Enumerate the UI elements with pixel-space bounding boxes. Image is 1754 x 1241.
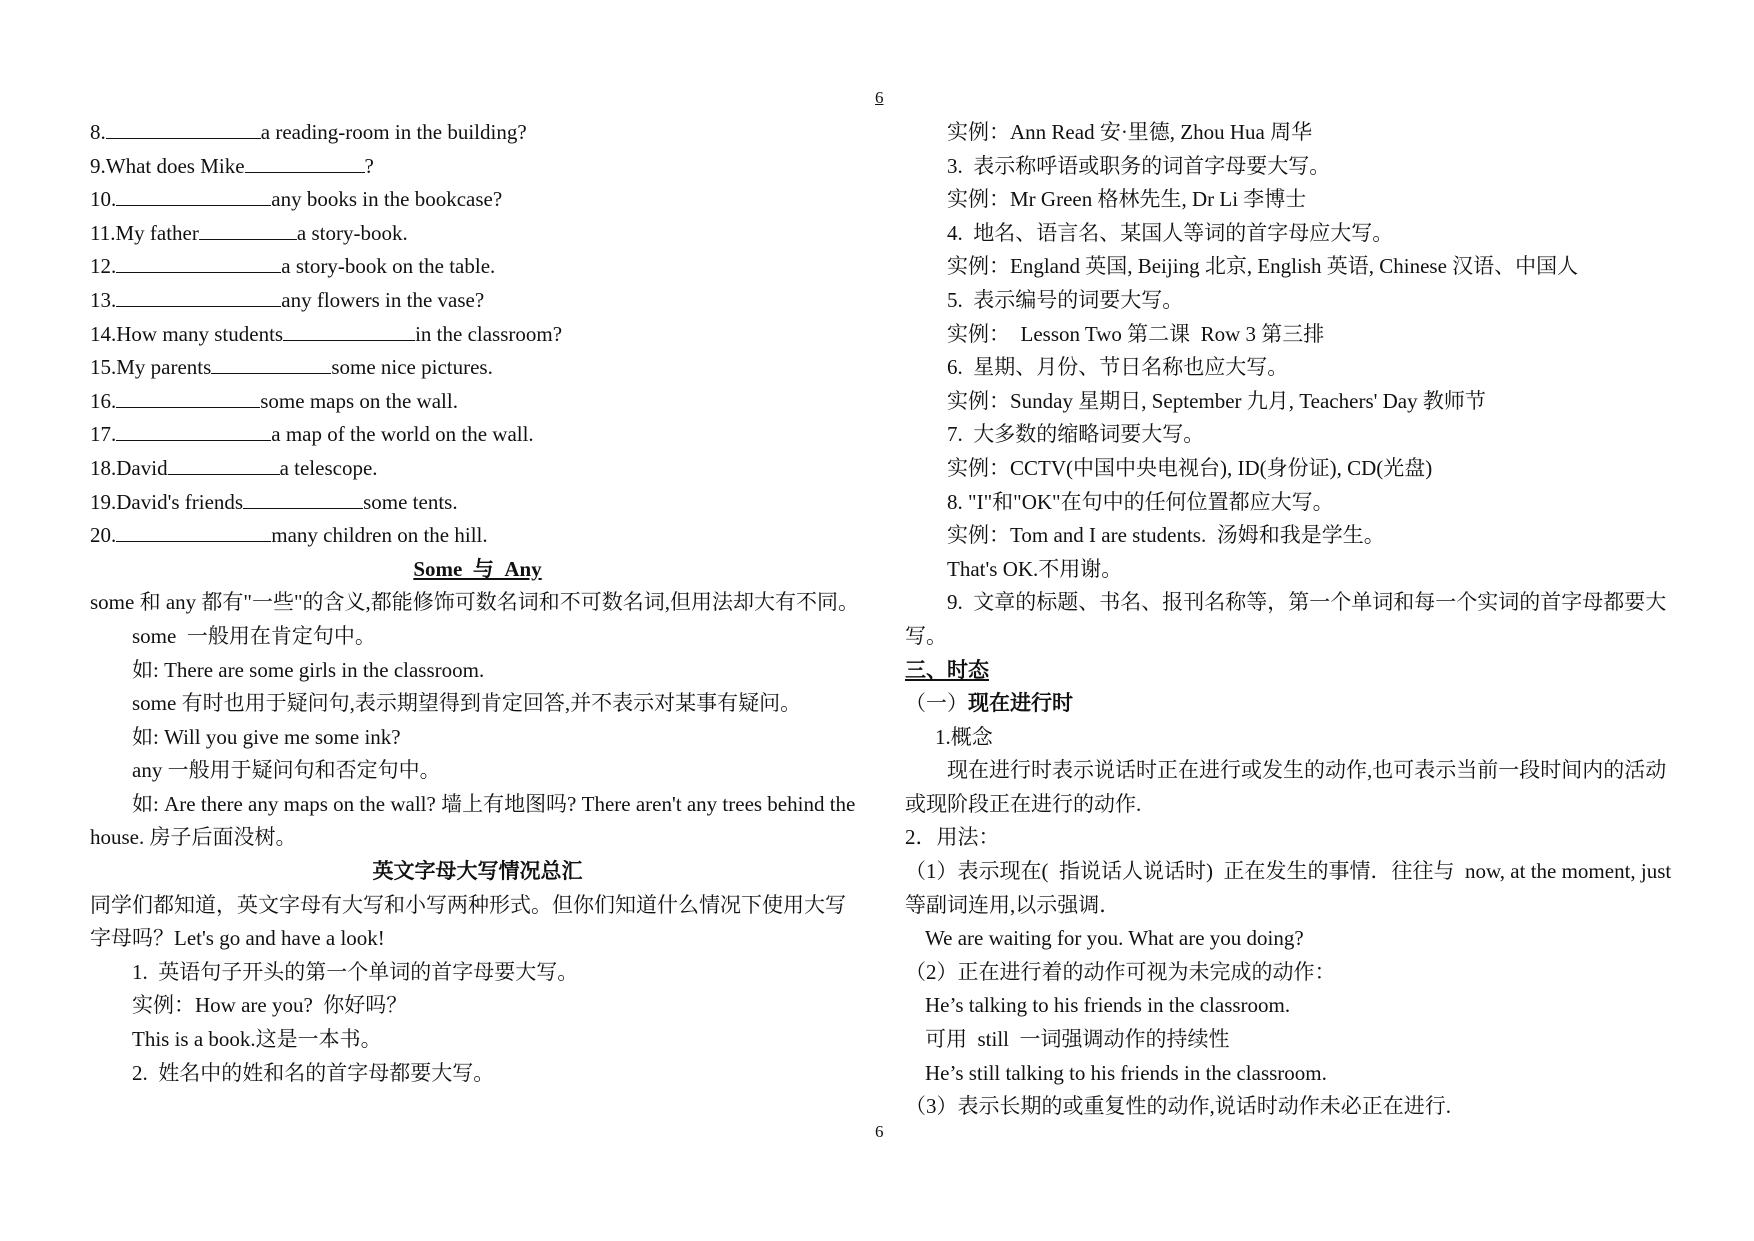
caps-rule-1-example-1: 实例：How are you? 你好吗？: [132, 993, 408, 1018]
exercise-number: 11.: [90, 220, 116, 245]
exercise-text: ?: [364, 153, 374, 178]
exercise-prompt: David: [116, 455, 168, 480]
exercise-number: 14.: [90, 321, 117, 346]
exercise-number: 16.: [90, 388, 117, 413]
exercise-prompt: How many students: [116, 321, 284, 346]
exercise-text: many children on the hill.: [271, 523, 488, 548]
page-number-top: 6: [875, 88, 884, 107]
exercise-prompt: What does Mike: [105, 153, 245, 178]
exercise-item: [90, 486, 865, 520]
exercise-text: some maps on the wall.: [260, 388, 458, 413]
exercise-text: some tents.: [363, 489, 458, 514]
exercise-text: a reading-room in the building?: [260, 120, 527, 144]
answer-blank: [211, 353, 331, 374]
exercise-text: a story-book.: [296, 220, 408, 245]
usage-2-example-1: He’s talking to his friends in the classroom.: [925, 993, 1291, 1018]
caps-rule-1-example-2: This is a book.这是一本书。: [132, 1027, 382, 1052]
exercise-item: [90, 519, 865, 553]
exercise-item: [90, 318, 865, 352]
exercise-item: [90, 217, 865, 251]
tense-subheading-prefix: （一）: [905, 691, 968, 716]
some-any-line-5: any 一般用于疑问句和否定句中。: [132, 758, 441, 783]
usage-title: 2．用法：: [905, 825, 1000, 850]
left-column: [90, 116, 865, 1090]
usage-1-example: We are waiting for you. What are you doing?: [925, 926, 1304, 951]
exercise-item: [90, 385, 865, 419]
answer-blank: [116, 185, 271, 206]
caps-rule-9: 9. 文章的标题、书名、报刊名称等，第一个单词和每一个实词的首字母都要大写。: [905, 590, 1667, 648]
exercise-number: 9.: [90, 153, 106, 178]
answer-blank: [116, 252, 281, 273]
some-any-line-3: some 有时也用于疑问句,表示期望得到肯定回答,并不表示对某事有疑问。: [132, 691, 802, 716]
exercise-item: [90, 150, 865, 184]
page-number-bottom: 6: [875, 1122, 884, 1141]
exercise-number: 18.: [90, 455, 117, 480]
answer-blank: [283, 320, 415, 341]
answer-blank: [245, 152, 365, 173]
some-any-line-4: 如: Will you give me some ink?: [132, 724, 401, 749]
some-any-title: Some 与 Any: [413, 556, 542, 581]
caps-intro: 同学们都知道，英文字母有大写和小写两种形式。但你们知道什么情况下使用大写字母吗？Let's go and have a look!: [90, 892, 846, 951]
exercise-number: 19.: [90, 489, 117, 514]
exercise-item: [90, 452, 865, 486]
exercise-item: [90, 116, 865, 150]
caps-rule-6: 6. 星期、月份、节日名称也应大写。: [947, 355, 1289, 380]
exercise-text: a map of the world on the wall.: [271, 422, 534, 447]
exercise-prompt: My parents: [116, 355, 212, 380]
exercise-number: 20.: [90, 523, 117, 548]
caps-rule-5: 5. 表示编号的词要大写。: [947, 287, 1184, 312]
answer-blank: [168, 454, 280, 475]
right-column: [905, 116, 1685, 1124]
usage-2-example-2: He’s still talking to his friends in the classroom.: [925, 1060, 1327, 1085]
caps-rule-1: 1. 英语句子开头的第一个单词的首字母要大写。: [132, 959, 579, 984]
concept-text: 现在进行时表示说话时正在进行或发生的动作,也可表示当前一段时间内的活动或现阶段正在进行的动作.: [905, 758, 1667, 816]
caps-rule-2: 2. 姓名中的姓和名的首字母都要大写。: [132, 1060, 495, 1085]
usage-3: （3）表示长期的或重复性的动作,说话时动作未必正在进行.: [905, 1094, 1451, 1119]
exercise-text: a story-book on the table.: [281, 254, 496, 279]
caps-rule-5-example: 实例： Lesson Two 第二课 Row 3 第三排: [947, 321, 1325, 346]
exercise-text: a telescope.: [279, 455, 378, 480]
caps-rule-2-example: 实例：Ann Read 安·里德, Zhou Hua 周华: [947, 120, 1313, 144]
answer-blank: [106, 118, 261, 139]
exercise-item: [90, 183, 865, 217]
exercise-list: [90, 116, 865, 553]
exercise-text: any flowers in the vase?: [281, 287, 485, 312]
some-any-intro: some 和 any 都有"一些"的含义,都能修饰可数名词和不可数名词,但用法却大有不同。: [90, 590, 860, 615]
exercise-text: some nice pictures.: [331, 355, 493, 380]
exercise-number: 10.: [90, 187, 117, 212]
tense-section-title: 三、时态: [905, 657, 989, 682]
tense-subheading-label: 现在进行时: [968, 691, 1073, 716]
caps-rule-4: 4. 地名、语言名、某国人等词的首字母应大写。: [947, 220, 1394, 245]
concept-title: 1.概念: [935, 724, 993, 749]
caps-rule-6-example: 实例：Sunday 星期日, September 九月, Teachers' Day 教师节: [947, 388, 1486, 413]
usage-1: （1）表示现在( 指说话人说话时) 正在发生的事情．往往与 now, at the moment, just 等副词连用,以示强调．: [905, 859, 1682, 917]
caps-rule-7-example: 实例：CCTV(中国中央电视台), ID(身份证), CD(光盘): [947, 455, 1433, 480]
caps-rule-4-example: 实例：England 英国, Beijing 北京, English 英语, Chinese 汉语、中国人: [947, 254, 1579, 279]
exercise-prompt: My father: [115, 220, 199, 245]
usage-2-note: 可用 still 一词强调动作的持续性: [925, 1027, 1230, 1052]
exercise-item: [90, 284, 865, 318]
caps-rule-7: 7. 大多数的缩略词要大写。: [947, 422, 1205, 447]
caps-rule-8: 8. "I"和"OK"在句中的任何位置都应大写。: [947, 489, 1334, 514]
usage-2: （2）正在进行着的动作可视为未完成的动作：: [905, 959, 1336, 984]
exercise-number: 12.: [90, 254, 117, 279]
answer-blank: [199, 219, 297, 240]
caps-rule-3-example: 实例：Mr Green 格林先生, Dr Li 李博士: [947, 187, 1307, 212]
exercise-number: 17.: [90, 422, 117, 447]
exercise-text: in the classroom?: [415, 321, 563, 346]
answer-blank: [116, 420, 271, 441]
exercise-prompt: David's friends: [116, 489, 244, 514]
caps-rule-3: 3. 表示称呼语或职务的词首字母要大写。: [947, 153, 1331, 178]
answer-blank: [116, 387, 260, 408]
exercise-item: [90, 418, 865, 452]
some-any-line-1: some 一般用在肯定句中。: [132, 623, 376, 648]
answer-blank: [243, 488, 363, 509]
answer-blank: [116, 286, 281, 307]
some-any-line-6: 如: Are there any maps on the wall? 墙上有地图吗? There aren't any trees behind the house. 房子后面没树。: [90, 791, 856, 850]
some-any-line-2: 如: There are some girls in the classroom.: [132, 657, 485, 682]
caps-title: 英文字母大写情况总汇: [372, 859, 583, 884]
answer-blank: [116, 521, 271, 542]
caps-rule-8-example-2: That's OK.不用谢。: [947, 556, 1123, 581]
exercise-text: any books in the bookcase?: [271, 187, 503, 212]
exercise-item: [90, 351, 865, 385]
exercise-number: 13.: [90, 287, 117, 312]
exercise-number: 15.: [90, 355, 117, 380]
exercise-item: [90, 250, 865, 284]
tense-subheading: [905, 687, 1685, 721]
exercise-number: 8.: [90, 120, 106, 144]
caps-rule-8-example-1: 实例：Tom and I are students. 汤姆和我是学生。: [947, 523, 1385, 548]
